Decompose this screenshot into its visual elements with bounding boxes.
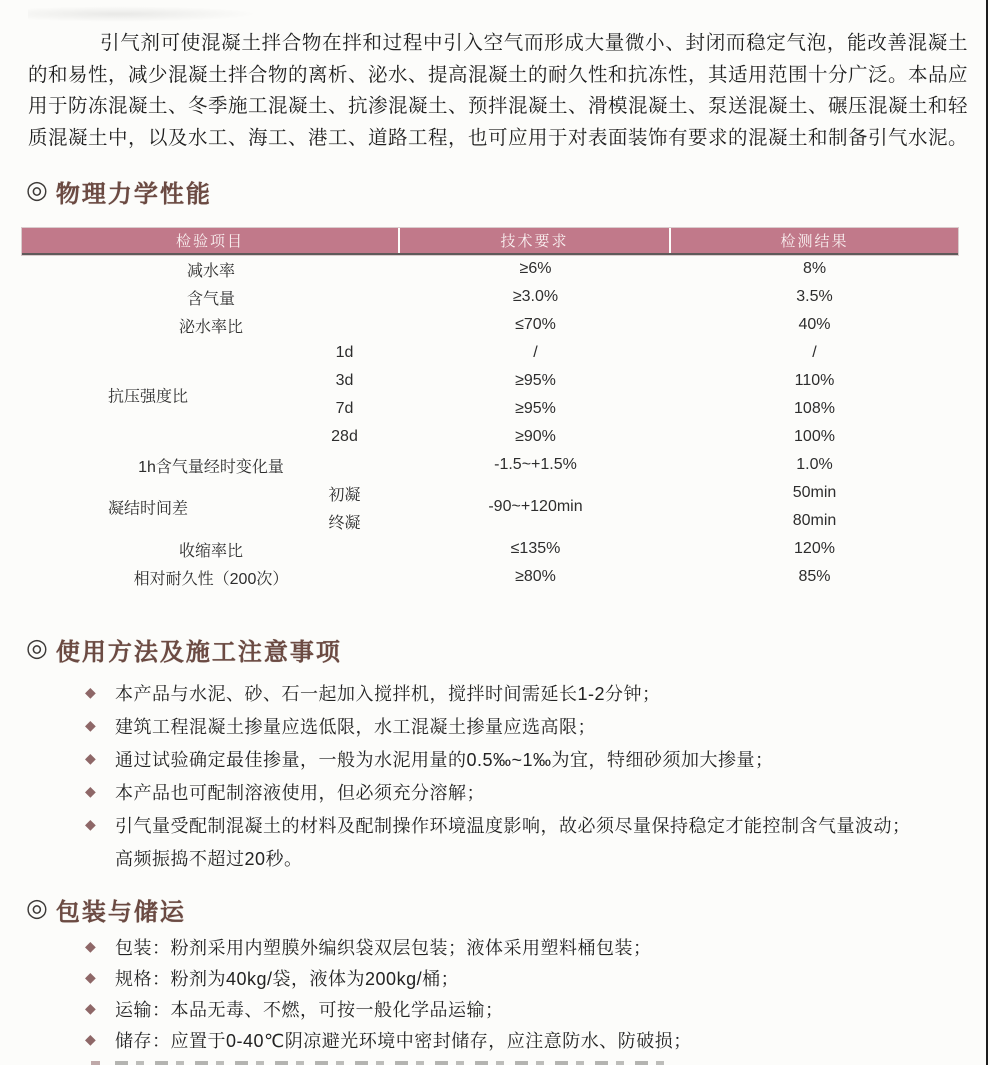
bullet-text: 规格：粉剂为40kg/袋，液体为200kg/桶； <box>115 968 460 989</box>
bullet-text: 高频振捣不超过20秒。 <box>115 848 303 869</box>
diamond-bullet-icon: ◆ <box>85 999 96 1016</box>
double-circle-icon: ◎ <box>26 634 48 662</box>
list-item <box>85 931 692 962</box>
cell-requirement: ≥3.0% <box>512 288 559 305</box>
cell-item: 减水率 <box>186 262 235 280</box>
cell-item: 相对耐久性（200次） <box>133 570 289 588</box>
bullet-text: 储存：应置于0-40℃阴凉避光环境中密封储存，应注意防水、防破损； <box>115 1030 692 1051</box>
cell-result: 40% <box>798 316 831 333</box>
cell-requirement: ≥6% <box>519 260 552 277</box>
diamond-bullet-icon: ◆ <box>85 782 96 799</box>
cell-result: 80min <box>792 512 837 529</box>
intro-paragraph: 引气剂可使混凝土拌合物在拌和过程中引入空气而形成大量微小、封闭而稳定气泡，能改善混凝土的和易性，减少混凝土拌合物的离析、泌水、提高混凝土的耐久性和抗冻性，其适用范围十分广泛。本品应用于防冻混凝土、冬季施工混凝土、抗渗混凝土、预拌混凝土、滑模混凝土、泵送混凝土、碾压混凝土和轻质混凝土中，以及水工、海工、港工、道路工程，也可应用于对表面装饰有要求的混凝土和制备引气水泥。 <box>28 32 969 149</box>
list-item <box>85 808 911 841</box>
list-item-continuation <box>85 841 911 874</box>
table-header-row <box>22 228 958 255</box>
bullet-text: 引气量受配制混凝土的材料及配制操作环境温度影响，故必须尽量保持稳定才能控制含气量波动； <box>115 815 911 836</box>
cell-item: 含气量 <box>186 290 235 308</box>
section-heading-physical <box>26 174 212 209</box>
cell-result: 120% <box>794 540 835 557</box>
diamond-bullet-icon: ◆ <box>85 815 96 832</box>
table-row <box>22 255 958 283</box>
cell-requirement: -1.5~+1.5% <box>494 456 577 473</box>
usage-bullet-list <box>85 676 911 874</box>
sub-age: 3d <box>335 372 354 389</box>
cell-requirement: ≥80% <box>515 568 556 585</box>
section-heading-usage <box>26 632 342 667</box>
double-circle-icon: ◎ <box>26 894 48 922</box>
bullet-text: 运输：本品无毒、不燃，可按一般化学品运输； <box>115 999 504 1020</box>
cell-requirement: ≥95% <box>515 400 556 417</box>
bullet-text: 建筑工程混凝土掺量应选低限，水工混凝土掺量应选高限； <box>115 716 596 737</box>
cell-result: 50min <box>792 484 837 501</box>
diamond-bullet-icon: ◆ <box>85 937 96 954</box>
section-title: 包装与储运 <box>55 899 186 926</box>
packaging-bullet-list <box>85 931 692 1055</box>
bullet-text: 通过试验确定最佳掺量，一般为水泥用量的0.5‰~1‰为宜，特细砂须加大掺量； <box>115 749 774 770</box>
table-header-requirement: 技术要求 <box>400 228 671 253</box>
cell-requirement: ≤70% <box>515 316 556 333</box>
cell-result: 108% <box>794 400 835 417</box>
sub-age: 1d <box>335 344 354 361</box>
list-item <box>85 775 911 808</box>
diamond-bullet-icon: ◆ <box>85 749 96 766</box>
group-label: 抗压强度比 <box>108 388 189 406</box>
table-row <box>22 283 958 311</box>
performance-table <box>22 228 958 591</box>
cell-requirement: ≥90% <box>515 428 556 445</box>
diamond-bullet-icon: ◆ <box>85 1030 96 1047</box>
table-row <box>22 451 958 479</box>
list-item <box>85 962 692 993</box>
cutoff-next-line <box>85 1058 885 1065</box>
cell-item: 1h含气量经时变化量 <box>138 458 284 476</box>
cell-requirement: -90~+120min <box>488 498 583 515</box>
cell-item: 泌水率比 <box>178 318 243 336</box>
cell-result: 85% <box>798 568 831 585</box>
double-circle-icon: ◎ <box>26 176 48 204</box>
list-item <box>85 993 692 1024</box>
list-item <box>85 1024 692 1055</box>
table-header-result: 检测结果 <box>671 228 958 253</box>
list-item <box>85 676 911 709</box>
section-title: 使用方法及施工注意事项 <box>55 639 342 666</box>
cell-result: 3.5% <box>796 288 833 305</box>
scan-smudge <box>28 6 258 22</box>
group-label: 凝结时间差 <box>108 500 189 518</box>
table-body <box>22 255 958 591</box>
bullet-text: 包装：粉剂采用内塑膜外编织袋双层包装；液体采用塑料桶包装； <box>115 937 652 958</box>
bullet-text: 本产品与水泥、砂、石一起加入搅拌机，搅拌时间需延长1-2分钟； <box>115 683 661 704</box>
cell-result: 110% <box>794 372 835 389</box>
page-edge-line <box>986 0 988 1065</box>
diamond-bullet-icon: ◆ <box>85 716 96 733</box>
diamond-bullet-icon <box>91 1061 100 1065</box>
table-group-compressive-strength <box>22 339 958 451</box>
sub-stage: 终凝 <box>328 514 361 532</box>
bullet-text: 本产品也可配制溶液使用，但必须充分溶解； <box>115 782 485 803</box>
diamond-bullet-icon: ◆ <box>85 968 96 985</box>
list-item <box>85 742 911 775</box>
section-title: 物理力学性能 <box>55 181 212 208</box>
diamond-bullet-icon: ◆ <box>85 683 96 700</box>
cell-requirement: ≤135% <box>510 540 561 557</box>
cell-item: 收缩率比 <box>178 542 243 560</box>
table-row <box>22 563 958 591</box>
table-row <box>22 535 958 563</box>
table-row <box>22 311 958 339</box>
clipped-text <box>115 1061 675 1065</box>
cell-result: 1.0% <box>796 456 833 473</box>
section-heading-packaging <box>26 892 186 927</box>
cell-result: 8% <box>802 260 827 277</box>
table-group-setting-time <box>22 479 958 535</box>
cell-requirement: / <box>533 344 538 361</box>
sub-age: 7d <box>335 400 354 417</box>
cell-result: / <box>812 344 817 361</box>
list-item <box>85 709 911 742</box>
table-header-item: 检验项目 <box>22 228 400 253</box>
sub-stage: 初凝 <box>328 486 361 504</box>
cell-result: 100% <box>794 428 835 445</box>
cell-requirement: ≥95% <box>515 372 556 389</box>
sub-age: 28d <box>331 428 358 445</box>
